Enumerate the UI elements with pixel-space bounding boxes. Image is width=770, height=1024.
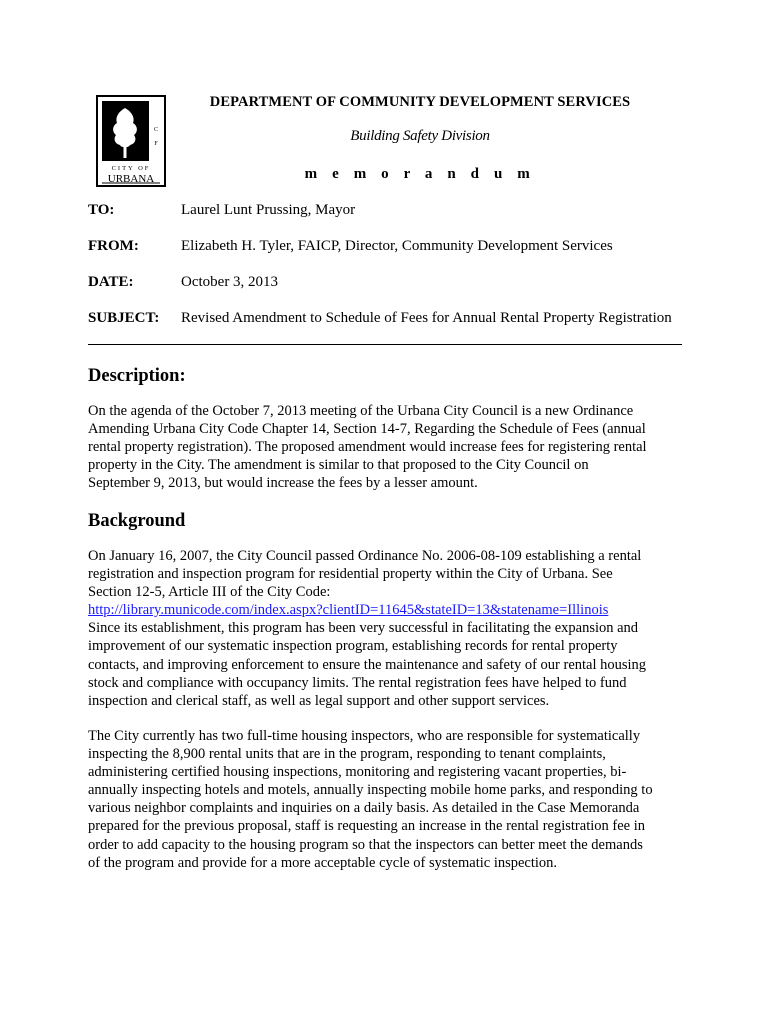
- text-line: prepared for the previous proposal, staff is requesting an increase in the rental registration fee in: [88, 818, 645, 835]
- text-line: property in the City. The amendment is similar to that proposed to the City Council on: [88, 457, 589, 474]
- from-value: Elizabeth H. Tyler, FAICP, Director, Community Development Services: [181, 238, 613, 254]
- to-value: Laurel Lunt Prussing, Mayor: [181, 202, 356, 218]
- subject-label: SUBJECT:: [88, 310, 160, 326]
- text-line: administering certified housing inspections, monitoring and registering vacant properties, bi-: [88, 764, 627, 781]
- to-label: TO:: [88, 202, 115, 218]
- text-line: of the program and provide for a more acceptable cycle of systematic inspection.: [88, 854, 558, 871]
- text-line: various neighbor complaints and inquiries on a daily basis. As detailed in the Case Memoranda: [88, 800, 640, 817]
- description-heading: Description:: [88, 366, 186, 386]
- division-name: Building Safety Division: [350, 128, 490, 144]
- svg-text:F: F: [154, 141, 158, 147]
- date-label: DATE:: [88, 274, 134, 290]
- header-divider: [88, 344, 682, 345]
- text-line: Since its establishment, this program has been very successful in facilitating the expansion and: [88, 620, 639, 637]
- text-line: registration and inspection program for residential property within the City of Urbana. See: [88, 566, 613, 583]
- text-line: inspection and clerical staff, as well as legal support and other support services.: [88, 692, 550, 709]
- text-line: September 9, 2013, but would increase the fees by a lesser amount.: [88, 475, 478, 492]
- date-value: October 3, 2013: [181, 274, 279, 290]
- logo-side-text: C: [153, 127, 159, 133]
- from-label: FROM:: [88, 238, 139, 254]
- background-paragraph-2: [88, 727, 688, 872]
- text-line: improvement of our systematic inspection program, establishing records for rental property: [88, 638, 618, 655]
- text-line: order to add capacity to the housing program so that the inspectors can better meet the demands: [88, 836, 643, 853]
- background-heading: Background: [88, 511, 186, 531]
- description-paragraph: [88, 402, 688, 492]
- text-line: The City currently has two full-time housing inspectors, who are responsible for systematically: [88, 728, 641, 744]
- text-line: Amending Urbana City Code Chapter 14, Section 14-7, Regarding the Schedule of Fees (annual: [88, 421, 646, 438]
- logo-text-bottom: URBANA: [107, 173, 155, 185]
- document-type: m e m o r a n d u m: [304, 166, 536, 182]
- text-line: inspecting the 8,900 rental units that are in the program, responding to tenant complaints,: [88, 746, 606, 763]
- text-line: On the agenda of the October 7, 2013 meeting of the Urbana City Council is a new Ordinance: [88, 403, 634, 419]
- text-line: Section 12-5, Article III of the City Code:: [88, 584, 331, 601]
- background-paragraph-1: [88, 547, 688, 710]
- text-line: On January 16, 2007, the City Council passed Ordinance No. 2006-08-109 establishing a rental: [88, 548, 642, 564]
- department-title: DEPARTMENT OF COMMUNITY DEVELOPMENT SERVICES: [209, 94, 631, 110]
- logo-text-top: CITY OF: [111, 165, 151, 172]
- text-line: contacts, and improving enforcement to ensure the maintenance and safety of our rental housing: [88, 656, 647, 673]
- text-line: rental property registration). The proposed amendment would increase fees for registering rental: [88, 439, 647, 456]
- text-line: annually inspecting hotels and motels, annually inspecting mobile home parks, and responding to: [88, 782, 653, 799]
- municode-link[interactable]: http://library.municode.com/index.aspx?clientID=11645&stateID=13&statename=Illinois: [88, 602, 609, 619]
- subject-value: Revised Amendment to Schedule of Fees for Annual Rental Property Registration: [181, 310, 672, 326]
- text-line: stock and compliance with occupancy limits. The rental registration fees have helped to fund: [88, 674, 627, 691]
